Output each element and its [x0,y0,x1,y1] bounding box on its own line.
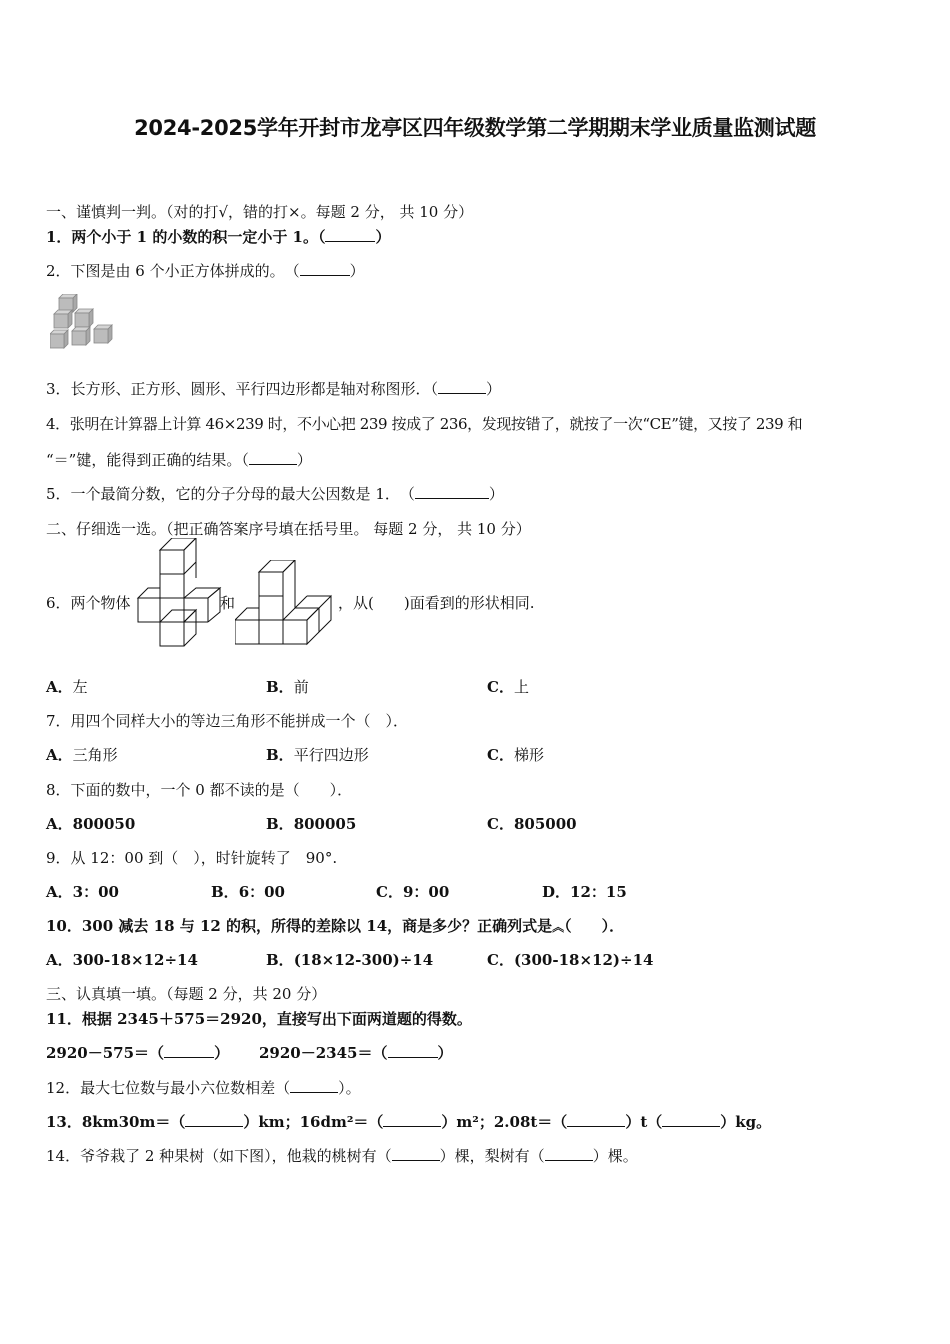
question-6-prefix: 6．两个物体 [46,594,131,612]
question-11b: 2920－2345＝（ ） [259,1044,453,1062]
answer-blank[interactable] [662,1112,720,1127]
question-11: 11．根据 2345＋575＝2920，直接写出下面两道题的得数。 [46,1010,472,1028]
answer-blank[interactable] [388,1043,438,1058]
q9-option-a[interactable]: A．3：00 [46,883,119,901]
q6-option-c[interactable]: C．上 [487,678,529,696]
answer-blank[interactable] [300,261,350,276]
q10-option-c[interactable]: C．(300-18×12)÷14 [487,951,654,969]
q9-option-c[interactable]: C．9：00 [376,883,450,901]
question-14: 14．爷爷栽了 2 种果树（如下图），他栽的桃树有（ ）棵，梨树有（ ）棵。 [46,1147,638,1165]
six-cube-figure [50,294,122,358]
caret-mark-icon: ︽ [552,920,565,934]
question-2: 2．下图是由 6 个小正方体拼成的。 （ ） [46,262,365,280]
question-1: 1．两个小于 1 的小数的积一定小于 1。（ ） [46,228,391,246]
q7-option-b[interactable]: B．平行四边形 [266,746,369,764]
answer-blank[interactable] [438,379,486,394]
question-10: 10．300 减去 18 与 12 的积，所得的差除以 14，商是多少？正确列式是︽（ ）． [46,917,625,935]
q6-option-a[interactable]: A．左 [46,678,88,696]
answer-blank[interactable] [164,1043,214,1058]
question-3: 3．长方形、正方形、圆形、平行四边形都是轴对称图形．（ ） [46,380,502,398]
page-title: 2024-2025学年开封市龙亭区四年级数学第二学期期末学业质量监测试题 [134,116,816,140]
q7-option-a[interactable]: A．三角形 [46,746,118,764]
section-three-heading: 三、认真填一填。（每题 2 分，共 20 分） [46,985,327,1003]
question-13: 13．8km30m＝（ ）km；16dm²＝（ ）m²；2.08t＝（ ）t（ ）kg。 [46,1113,772,1131]
question-12: 12．最大七位数与最小六位数相差（ ）。 [46,1079,361,1097]
cube-object-2 [235,560,335,648]
q8-option-b[interactable]: B．800005 [266,815,357,833]
question-9: 9．从 12：00 到（ ），时针旋转了 90°. [46,849,338,867]
q10-option-a[interactable]: A．300-18×12÷14 [46,951,198,969]
section-one-heading: 一、谨慎判一判。（对的打√，错的打×。每题 2 分， 共 10 分） [46,203,474,221]
answer-blank[interactable] [290,1078,338,1093]
q8-option-c[interactable]: C．805000 [487,815,577,833]
question-6-suffix: ，从( )面看到的形状相同. [338,594,535,612]
answer-blank[interactable] [249,450,297,465]
question-6-middle: 和 [220,594,236,612]
answer-blank[interactable] [415,484,489,499]
question-4-line-1: 4．张明在计算器上计算 46×239 时，不小心把 239 按成了 236，发现按错了，就按了一次“CE”键，又按了 239 和 [46,415,803,433]
answer-blank[interactable] [185,1112,243,1127]
question-7: 7．用四个同样大小的等边三角形不能拼成一个（ ）． [46,712,409,730]
q6-option-b[interactable]: B．前 [266,678,309,696]
q9-option-d[interactable]: D．12：15 [542,883,627,901]
answer-blank[interactable] [383,1112,441,1127]
q8-option-a[interactable]: A．800050 [46,815,136,833]
answer-blank[interactable] [545,1146,593,1161]
answer-blank[interactable] [325,227,375,242]
question-8: 8．下面的数中，一个 0 都不读的是（ ）． [46,781,353,799]
answer-blank[interactable] [392,1146,440,1161]
q10-option-b[interactable]: B．(18×12-300)÷14 [266,951,434,969]
question-4-line-2: “＝”键，能得到正确的结果。（ ） [46,451,312,469]
q7-option-c[interactable]: C．梯形 [487,746,544,764]
question-5: 5．一个最简分数，它的分子分母的最大公因数是 1． （ ） [46,485,504,503]
answer-blank[interactable] [567,1112,625,1127]
q9-option-b[interactable]: B．6：00 [211,883,285,901]
question-11a: 2920－575＝（ ） [46,1044,230,1062]
section-two-heading: 二、仔细选一选。（把正确答案序号填在括号里。 每题 2 分， 共 10 分） [46,520,531,538]
cube-object-1 [136,538,222,648]
